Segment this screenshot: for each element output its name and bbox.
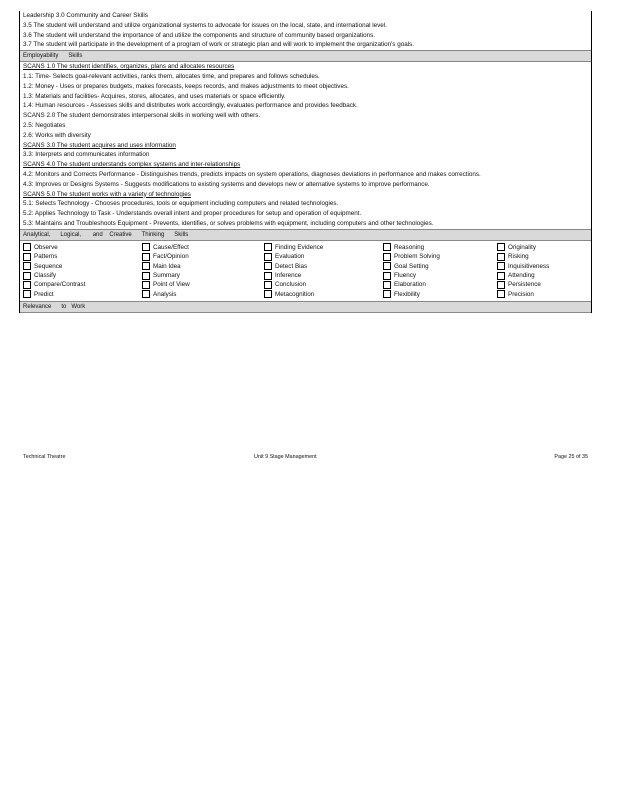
skill-label: Originality — [508, 243, 536, 251]
skill-checkbox[interactable] — [142, 253, 150, 261]
skill-checkbox[interactable] — [142, 262, 150, 270]
skill-checkbox[interactable] — [264, 243, 272, 251]
skill-checkbox-row[interactable] — [497, 262, 593, 271]
skill-checkbox-row[interactable] — [383, 262, 497, 271]
skill-checkbox-row[interactable] — [383, 290, 497, 299]
skill-checkbox-row[interactable] — [23, 252, 142, 261]
skill-checkbox[interactable] — [497, 243, 505, 251]
skill-checkbox[interactable] — [142, 290, 150, 298]
skill-checkbox-row[interactable] — [264, 252, 383, 261]
skill-checkbox[interactable] — [383, 272, 391, 280]
skill-checkbox[interactable] — [383, 281, 391, 289]
skill-checkbox-row[interactable] — [383, 280, 497, 289]
skill-label: Predict — [34, 290, 54, 298]
scans-item: 1.3: Materials and facilities- Acquires, stores, allocates, and uses materials or space efficiently. — [23, 92, 286, 100]
skill-label: Fluency — [394, 272, 417, 280]
skill-checkbox-row[interactable] — [497, 280, 593, 289]
relevance-to-work-bar: Relevance to Work — [20, 301, 591, 313]
scans-item: 1.2: Money - Uses or prepares budgets, makes forecasts, keeps records, and makes adjustments to meet objectives. — [23, 82, 349, 90]
skill-checkbox-row[interactable] — [142, 262, 264, 271]
skill-label: Persistence — [508, 281, 541, 289]
skill-label: Classify — [34, 272, 57, 280]
skill-label: Problem Solving — [394, 253, 440, 261]
skill-checkbox[interactable] — [23, 253, 31, 261]
skill-checkbox-row[interactable] — [23, 290, 142, 299]
skill-label: Fact/Opinion — [153, 253, 189, 261]
skill-label: Analysis — [153, 290, 177, 298]
scans-item: 2.6: Works with diversity — [23, 131, 91, 139]
skill-label: Summary — [153, 272, 180, 280]
skill-label: Patterns — [34, 253, 58, 261]
skill-checkbox[interactable] — [264, 262, 272, 270]
skill-checkbox-row[interactable] — [142, 290, 264, 299]
analytical-skills-bar: Analytical, Logical, and Creative Thinking Skills — [20, 229, 591, 241]
skills-column — [383, 243, 497, 299]
skill-label: Conclusion — [275, 281, 307, 289]
employability-list — [20, 62, 591, 229]
skill-checkbox[interactable] — [497, 262, 505, 270]
skill-label: Evaluation — [275, 253, 305, 261]
scans-item: SCANS 2.0 The student demonstrates interpersonal skills in working well with others. — [23, 112, 261, 120]
scans-item: 1.4: Human resources - Assesses skills and distributes work accordingly, evaluates performance and provides feedback. — [23, 102, 358, 110]
scans-heading: SCANS 3.0 The student acquires and uses information — [23, 141, 176, 149]
scans-item: 5.2: Applies Technology to Task - Understands overall intent and proper procedures for setup and operation of equipment. — [23, 210, 362, 218]
skill-label: Inference — [275, 272, 302, 280]
skill-checkbox[interactable] — [383, 262, 391, 270]
scans-heading: SCANS 1.0 The student identifies, organizes, plans and allocates resources — [23, 63, 235, 71]
skill-checkbox-row[interactable] — [497, 252, 593, 261]
skill-label: Elaboration — [394, 281, 426, 289]
skill-checkbox-row[interactable] — [142, 243, 264, 252]
skill-label: Goal Setting — [394, 262, 429, 270]
skill-checkbox[interactable] — [23, 281, 31, 289]
skill-checkbox[interactable] — [23, 272, 31, 280]
skill-checkbox-row[interactable] — [142, 271, 264, 280]
skill-label: Point of View — [153, 281, 190, 289]
skill-checkbox-row[interactable] — [383, 243, 497, 252]
employability-skills-bar: Employability Skills — [20, 50, 591, 62]
skills-column — [497, 243, 593, 299]
skill-label: Flexibility — [394, 290, 420, 298]
skills-column — [142, 243, 264, 299]
skill-checkbox[interactable] — [497, 253, 505, 261]
scans-item: 5.3: Maintains and Troubleshoots Equipment - Prevents, identifies, or solves problems with equipment, including computers and other technologies. — [23, 219, 434, 227]
skill-checkbox-row[interactable] — [142, 280, 264, 289]
skill-checkbox-row[interactable] — [23, 271, 142, 280]
leadership-item: 3.7 The student will participate in the development of a program of work or strategic plan and will work to implement the organization's goals. — [23, 41, 414, 49]
skill-checkbox[interactable] — [264, 272, 272, 280]
leadership-item: 3.6 The student will understand the importance of and utilize the components and structure of community based organizations. — [23, 31, 376, 39]
skill-label: Finding Evidence — [275, 243, 324, 251]
skill-checkbox-row[interactable] — [264, 290, 383, 299]
skill-checkbox-row[interactable] — [264, 280, 383, 289]
skill-label: Precision — [508, 290, 534, 298]
skill-checkbox-row[interactable] — [23, 280, 142, 289]
scans-item: 5.1: Selects Technology - Chooses procedures, tools or equipment including computers and related technologies. — [23, 200, 339, 208]
footer-unit: Unit 9 Stage Management — [254, 454, 317, 460]
skill-checkbox[interactable] — [142, 272, 150, 280]
skill-label: Detect Bias — [275, 262, 308, 270]
leadership-item: 3.5 The student will understand and utilize organizational systems to advocate for issues on the local, state, and international level. — [23, 21, 387, 29]
skill-checkbox-row[interactable] — [23, 243, 142, 252]
skill-label: Sequence — [34, 262, 63, 270]
skill-checkbox[interactable] — [497, 290, 505, 298]
skill-checkbox-row[interactable] — [497, 243, 593, 252]
scans-item: 4.3: Improves or Designs Systems - Suggests modifications to existing systems and develops new or alternative systems to improve performance. — [23, 180, 430, 188]
skill-checkbox-row[interactable] — [264, 243, 383, 252]
skill-checkbox[interactable] — [23, 262, 31, 270]
standards-table — [19, 11, 592, 313]
skill-checkbox[interactable] — [383, 290, 391, 298]
skill-label: Risking — [508, 253, 529, 261]
skill-checkbox[interactable] — [264, 281, 272, 289]
skill-checkbox[interactable] — [142, 281, 150, 289]
skill-label: Observe — [34, 243, 58, 251]
skills-column — [23, 243, 142, 299]
skill-checkbox[interactable] — [23, 243, 31, 251]
footer-course: Technical Theatre — [23, 454, 66, 460]
skill-checkbox-row[interactable] — [497, 271, 593, 280]
skill-label: Compare/Contrast — [34, 281, 86, 289]
skill-checkbox[interactable] — [497, 272, 505, 280]
thinking-skills-checklist — [20, 241, 591, 301]
scans-item: 2.5: Negotiates — [23, 121, 66, 129]
skill-label: Attending — [508, 272, 535, 280]
skill-label: Cause/Effect — [153, 243, 189, 251]
skill-checkbox-row[interactable] — [142, 252, 264, 261]
scans-heading: SCANS 5.0 The student works with a variety of technologies — [23, 190, 191, 198]
skill-label: Reasoning — [394, 243, 425, 251]
scans-heading: SCANS 4.0 The student understands complex systems and inter-relationships — [23, 161, 241, 169]
skill-checkbox-row[interactable] — [383, 252, 497, 261]
skill-checkbox[interactable] — [383, 253, 391, 261]
skill-label: Inquisitiveness — [508, 262, 550, 270]
skill-checkbox-row[interactable] — [497, 290, 593, 299]
skill-checkbox-row[interactable] — [23, 262, 142, 271]
skill-checkbox[interactable] — [264, 290, 272, 298]
skill-checkbox-row[interactable] — [383, 271, 497, 280]
skill-checkbox[interactable] — [142, 243, 150, 251]
skill-label: Main Idea — [153, 262, 181, 270]
skill-checkbox-row[interactable] — [264, 271, 383, 280]
page-footer — [23, 454, 588, 464]
scans-item: 1.1: Time- Selects goal-relevant activities, ranks them, allocates time, and prepares and follows schedules. — [23, 72, 320, 80]
scans-item: 4.2: Monitors and Corrects Performance - Distinguishes trends, predicts impacts on system operations, diagnoses deviations in performance and makes corrections. — [23, 170, 481, 178]
skill-checkbox[interactable] — [264, 253, 272, 261]
skill-checkbox[interactable] — [23, 290, 31, 298]
skills-column — [264, 243, 383, 299]
scans-item: 3.3: Interprets and communicates information — [23, 151, 150, 159]
skill-checkbox[interactable] — [383, 243, 391, 251]
skill-label: Metacognition — [275, 290, 315, 298]
leadership-header: Leadership 3.0 Community and Career Skills — [23, 12, 148, 19]
skill-checkbox[interactable] — [497, 281, 505, 289]
skill-checkbox-row[interactable] — [264, 262, 383, 271]
footer-page-number: Page 25 of 35 — [554, 454, 588, 460]
